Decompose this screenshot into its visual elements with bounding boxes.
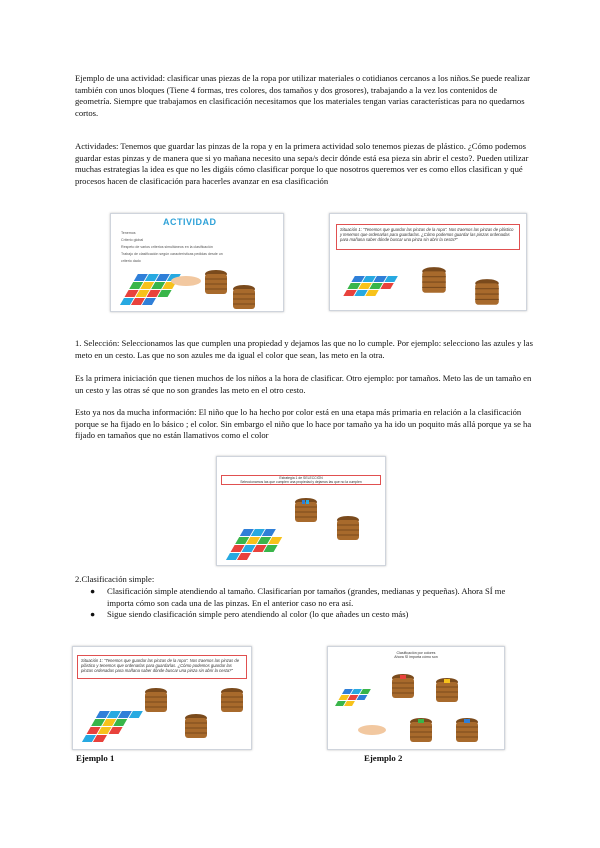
basket-icon	[219, 687, 245, 715]
bullet-icon: ●	[90, 609, 96, 620]
basket-icon	[183, 713, 209, 741]
slide-bullet: Criterio global	[121, 238, 144, 242]
basket-icon	[231, 284, 257, 312]
bullet-icon: ●	[90, 586, 96, 596]
slide-bullet: Tenemos	[121, 231, 136, 235]
slide-subtitle: Ahora SÍ importa cómo son	[394, 655, 438, 660]
slide-activity	[110, 213, 284, 312]
clothespins-image	[336, 274, 416, 308]
slide-example-2	[327, 646, 505, 750]
slide-example-1	[72, 646, 252, 750]
slide-bullets	[121, 230, 231, 265]
slide-seleccion	[216, 456, 386, 566]
slide-bullet: Respeto de varios criterios simultáneos en la clasificación	[121, 245, 213, 249]
activities-paragraph: Actividades: Tenemos que guardar las pinzas de la ropa y en la primera actividad solo tenemos piezas de plástico. ¿Cómo podemos guardar estas pinzas y de manera que si yo mañana necesito una sepa/s decir dónde está esa pieza sin abrir el cesto?. Pueden utilizar muchas estrategias la idea es que no les digáis cómo clasificar porque lo que nosotros queremos ver es como ellos clasifican y qué procesos hacen de clasificación para hacerles avanzar en esa clasificación	[75, 141, 529, 186]
simple-bullet-list	[90, 586, 530, 621]
seleccion-textbox	[221, 475, 381, 485]
hand-image	[356, 723, 388, 737]
info-paragraph: Esto ya nos da mucha información: El niño que lo ha hecho por color está en una etapa más primaria en relación a la clasificación porque se ha fijado en lo básico ; el color. Sin embargo el niño que lo hace por tamaño ya ha ido un poquito más allá porque ya se ha fijado en tamaños que no están llamativos como el color	[75, 407, 532, 441]
situation-textbox: Situación 1: "Tenemos que guardar las pinzas de la ropa". Nos traemos las pinzas de plástico y tenemos que ordenarlas para guardarlas. ¿Cómo podemos guardar las pinzas ordenadas para mañana saber dónde buscar una pinza sin abrir la cesta?"	[77, 655, 247, 679]
situation-textbox: Situación 1: "Tenemos que guardar las pinzas de la ropa". Nos traemos las pinzas de plástico y tenemos que ordenarlas para guardarlas. ¿Cómo podemos guardar las pinzas ordenadas para mañana saber dónde buscar una pinza sin abrir la cesta?"	[336, 224, 520, 250]
basket-icon	[293, 497, 319, 525]
list-item	[90, 586, 530, 609]
seleccion-example-paragraph: Es la primera iniciación que tienen muchos de los niños a la hora de clasificar. Otro ejemplo: por tamaños. Meto las de un tamaño en un cesto y las otras sé que no son grandes las meto en el otro cesto.	[75, 373, 532, 395]
caption-example-2: Ejemplo 2	[364, 753, 403, 763]
basket-icon	[203, 269, 229, 297]
list-item	[90, 609, 530, 621]
basket-icon	[454, 717, 480, 745]
basket-icon	[408, 717, 434, 745]
clothespins-image	[221, 527, 301, 563]
slide-title: ACTIVIDAD	[163, 217, 217, 227]
simple-heading: 2.Clasificación simple:	[75, 574, 155, 584]
slide-situation-1	[329, 213, 527, 311]
basket-icon	[434, 677, 460, 705]
intro-paragraph: Ejemplo de una actividad: clasificar unas piezas de la ropa por utilizar materiales o cotidianos cercanos a los niños.Se puede realizar también con unos bloques (Tiene 4 formas, tres colores, dos tamaños y dos grosores), trabajando a la vez los contenidos de geometría. Siempre que trabajamos en clasificación necesitamos que los materiales tengan varias características para no quedarnos cortos.	[75, 73, 531, 118]
basket-icon	[335, 515, 361, 543]
slide-bullet: Trabajo de clasificación según características pedidas desde un criterio dado	[121, 252, 223, 263]
basket-icon	[473, 278, 501, 308]
slide-heading: Clasificación por colores	[396, 651, 436, 655]
hand-image	[169, 274, 203, 288]
example-2-heading	[338, 651, 494, 660]
basket-icon	[420, 266, 448, 296]
clothespins-image	[332, 687, 392, 711]
seleccion-paragraph: 1. Selección: Seleccionamos las que cumplen una propiedad y dejamos las que no lo cumple. Por ejemplo: selecciono las azules y las meto en un cesto. Las que no son azules me da igual el color que sean, las meto en la otra.	[75, 338, 533, 360]
bullet-text: Clasificación simple atendiendo al tamaño. Clasificarían por tamaños (grandes, medianas y pequeñas). Ahora SÍ me importa cómo son cada una de las pinzas. En el anterior caso no era así.	[107, 586, 506, 608]
bullet-text: Sigue siendo clasificación simple pero atendiendo al color (lo que añades un cesto más)	[107, 609, 409, 620]
basket-icon	[390, 673, 416, 701]
basket-icon	[143, 687, 169, 715]
slide-subtitle: Seleccionamos las que cumplen una propiedad y dejamos las que no la cumplen	[240, 480, 362, 484]
slide-heading: Estrategia 1 de SELECCIÓN	[279, 476, 323, 480]
caption-example-1: Ejemplo 1	[76, 753, 115, 763]
